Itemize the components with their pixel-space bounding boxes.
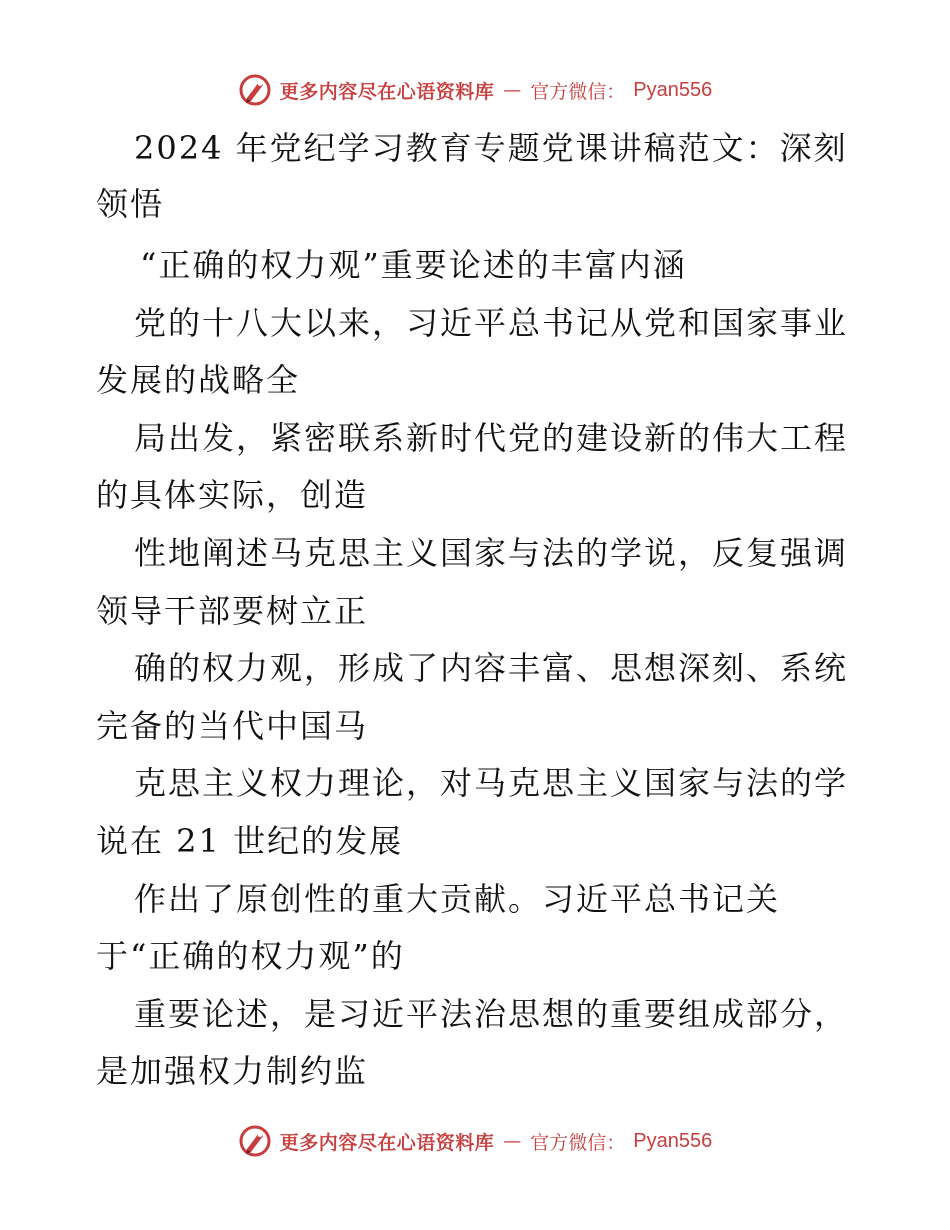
text-line: 于“正确的权力观”的 [96, 937, 405, 975]
wechat-id: Pyan556 [633, 78, 713, 101]
wechat-label: 官方微信： [530, 80, 626, 103]
separator-dash: — [503, 1130, 522, 1152]
text-line: 说在 21 世纪的发展 [96, 822, 404, 860]
site-name-text: 更多内容尽在心语资料库 [279, 1131, 495, 1154]
text-line: 的具体实际，创造 [96, 476, 369, 514]
text-line: 确的权力观，形成了内容丰富、思想深刻、系统 [134, 649, 849, 687]
text-line: 领悟 [96, 185, 165, 223]
text-line: 完备的当代中国马 [96, 707, 369, 745]
wechat-id: Pyan556 [633, 1129, 713, 1152]
text-line: 发展的战略全 [96, 361, 301, 399]
text-line: 重要论述，是习近平法治思想的重要组成部分， [134, 995, 849, 1033]
text-line: 是加强权力制约监 [96, 1052, 369, 1090]
text-line: 性地阐述马克思主义国家与法的学说，反复强调 [134, 534, 849, 572]
text-line: “正确的权力观”重要论述的丰富内涵 [140, 246, 687, 284]
pen-logo-icon [238, 73, 272, 107]
text-line: 领导干部要树立正 [96, 592, 369, 630]
text-line: 作出了原创性的重大贡献。习近平总书记关 [134, 880, 781, 918]
site-name-text: 更多内容尽在心语资料库 [279, 80, 495, 103]
text-line: 2024 年党纪学习教育专题党课讲稿范文：深刻 [134, 129, 848, 167]
text-line: 局出发，紧密联系新时代党的建设新的伟大工程 [134, 419, 849, 457]
separator-dash: — [503, 79, 522, 101]
header-banner [0, 70, 950, 110]
footer-banner [0, 1121, 950, 1161]
text-line: 克思主义权力理论，对马克思主义国家与法的学 [134, 764, 849, 802]
pen-logo-icon [238, 1124, 272, 1158]
wechat-label: 官方微信： [530, 1131, 626, 1154]
text-line: 党的十八大以来，习近平总书记从党和国家事业 [134, 304, 849, 342]
